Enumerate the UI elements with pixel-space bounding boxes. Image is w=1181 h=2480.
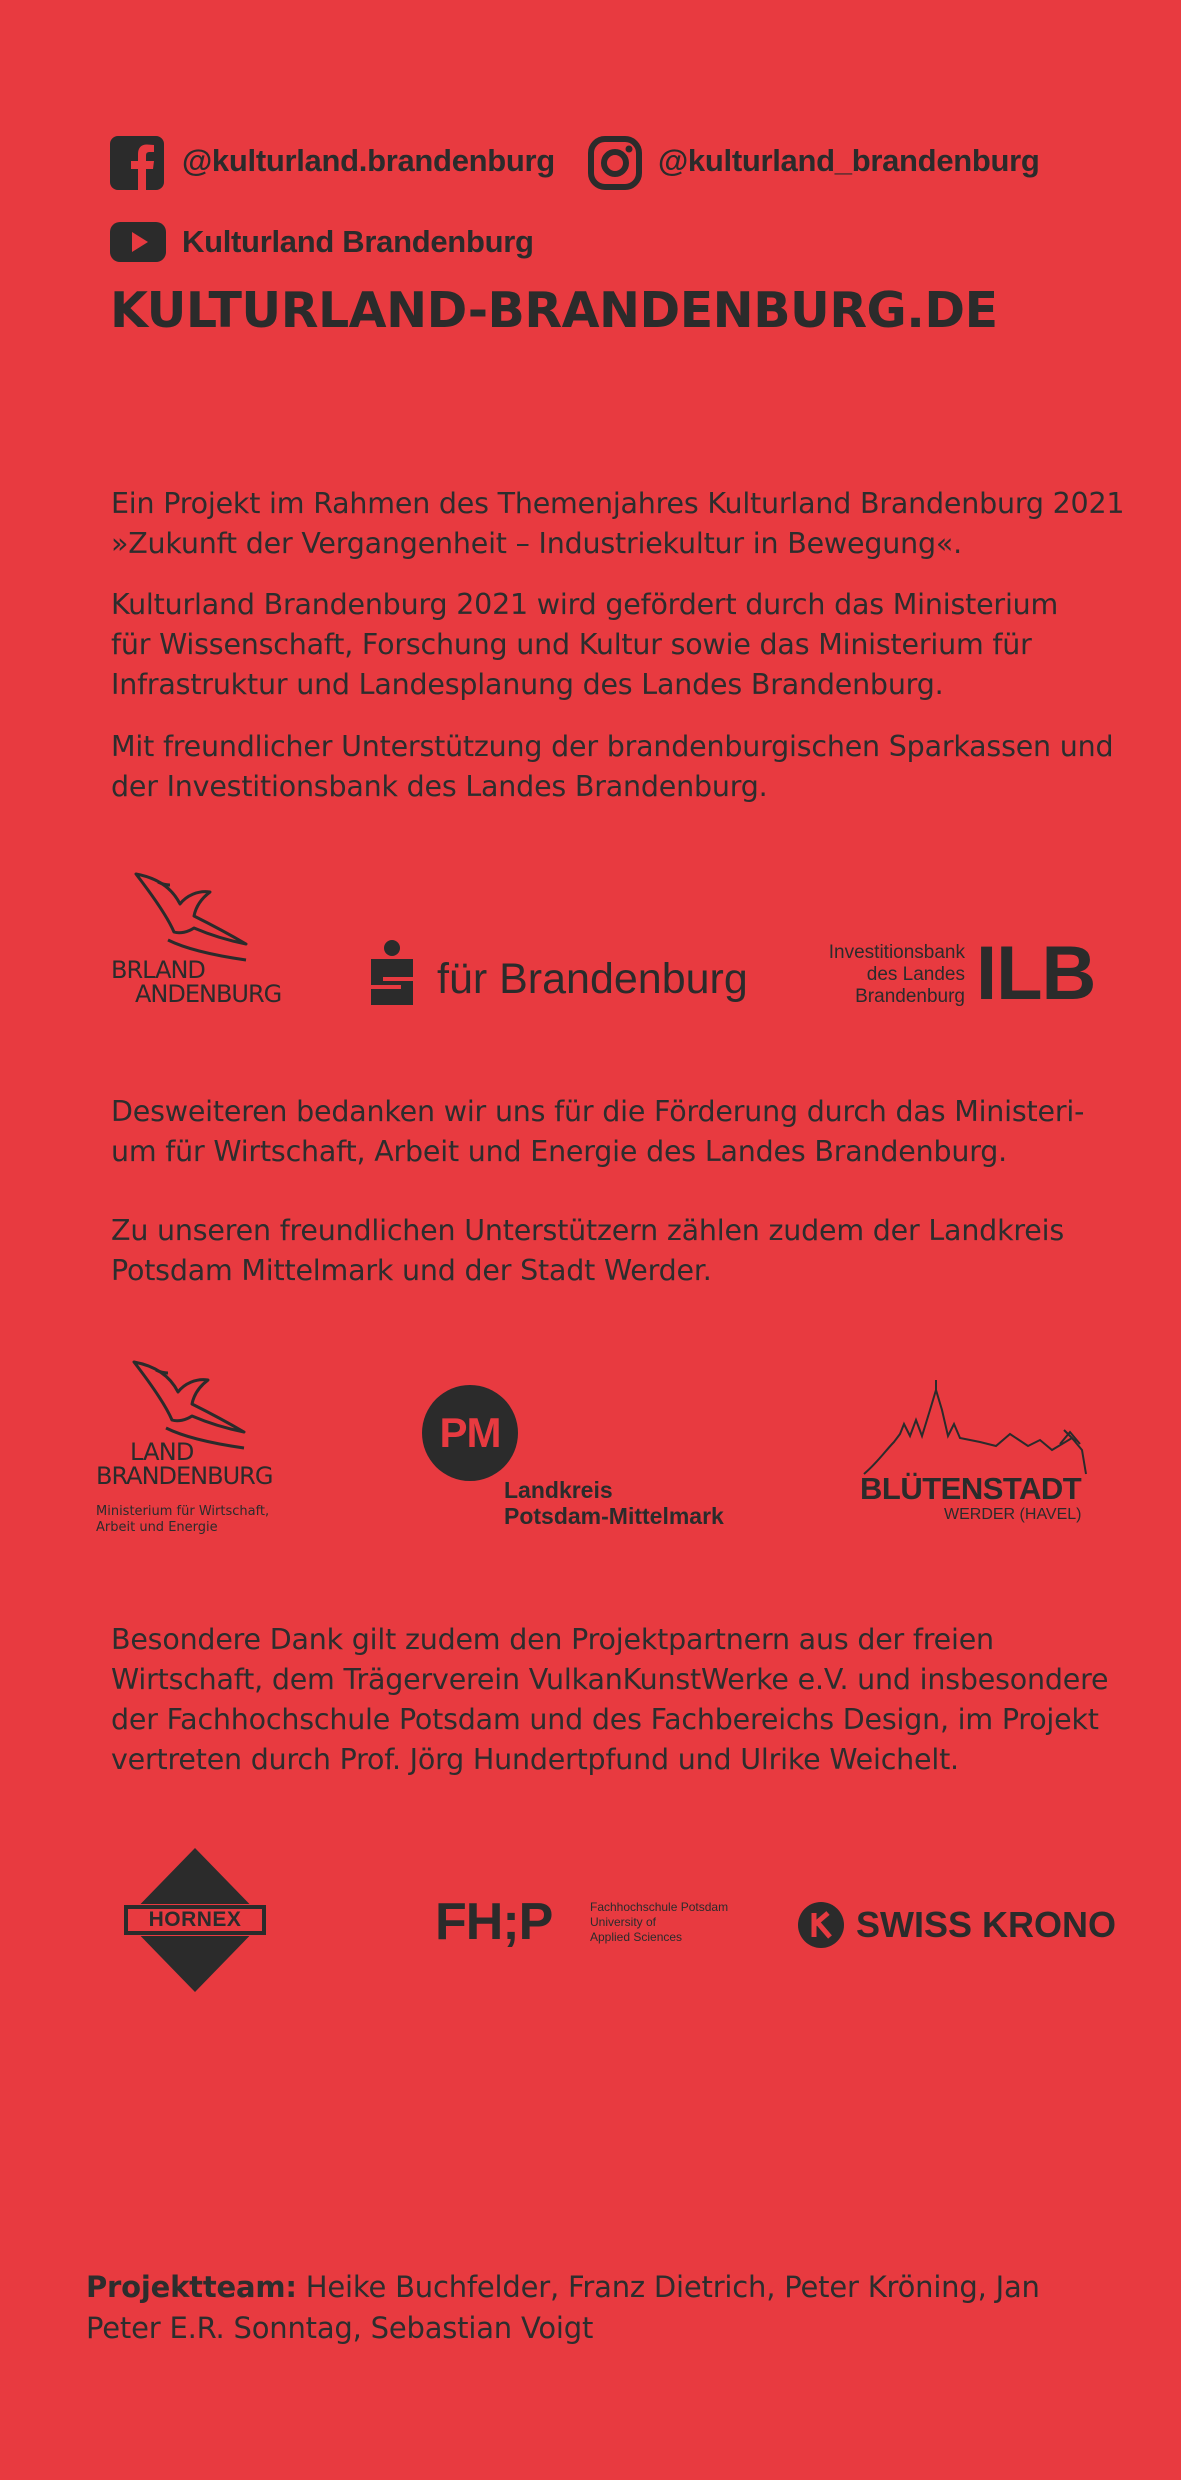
logo-mark: FH;P	[435, 1893, 553, 1951]
logo-subtext: Fachhochschule Potsdam University of Applied Sciences	[590, 1900, 729, 1944]
logo-hornex	[120, 1848, 270, 1992]
paragraph-funding: Kulturland Brandenburg 2021 wird gefördert durch das Ministerium für Wissenschaft, Forschung und Kultur sowie das Ministerium für Infrastruktur und Landesplanung des Landes Brandenburg.	[111, 588, 1059, 701]
logo-text: BLÜTENSTADT	[860, 1471, 1082, 1506]
logo-text: HORNEX	[148, 1908, 242, 1931]
facebook-icon[interactable]	[110, 136, 164, 190]
facebook-handle[interactable]: @kulturland.brandenburg	[182, 143, 555, 178]
logo-text: Investitionsbank des Landes Brandenburg	[828, 942, 965, 1007]
youtube-channel[interactable]: Kulturland Brandenburg	[182, 224, 534, 259]
paragraph-ministry: Desweiteren bedanken wir uns für die Förderung durch das Ministeri- um für Wirtschaft, Arbeit und Energie des Landes Brandenburg.	[111, 1095, 1085, 1168]
logo-text: BRLAND	[111, 956, 205, 984]
logo-land-brandenburg	[108, 870, 288, 1010]
instagram-handle[interactable]: @kulturland_brandenburg	[658, 143, 1040, 178]
paragraph-sparkassen: Mit freundlicher Unterstützung der brandenburgischen Sparkassen und der Investitionsbank des Landes Brandenburg.	[111, 730, 1114, 803]
logo-subtext: WERDER (HAVEL)	[944, 1506, 1082, 1523]
logo-text: SWISS KRONO	[856, 1904, 1117, 1945]
logo-text: BRANDENBURG	[96, 1462, 273, 1490]
logo-text: LAND	[130, 1438, 194, 1466]
team-label: Projektteam:	[86, 2270, 297, 2304]
swisskrono-icon	[798, 1902, 844, 1948]
logo-swiss-krono	[798, 1900, 1118, 1950]
logo-sparkasse	[365, 935, 755, 1015]
eagle-icon	[128, 870, 258, 970]
logo-subtext: Ministerium für Wirtschaft, Arbeit und Energie	[96, 1504, 270, 1535]
skyline-icon	[860, 1380, 1090, 1475]
logo-land-brandenburg-ministry	[96, 1358, 296, 1538]
logo-fh-potsdam	[435, 1894, 765, 1954]
logo-potsdam-mittelmark	[422, 1385, 752, 1535]
logo-text: Landkreis Potsdam-Mittelmark	[504, 1477, 724, 1529]
pm-circle: PM	[422, 1385, 518, 1481]
instagram-icon[interactable]	[588, 136, 642, 190]
project-team	[86, 2267, 1126, 2349]
paragraph-project: Ein Projekt im Rahmen des Themenjahres Kulturland Brandenburg 2021 »Zukunft der Vergangenheit – Industriekultur in Bewegung«.	[111, 487, 1125, 560]
sparkasse-icon	[365, 939, 419, 1005]
youtube-icon[interactable]	[110, 222, 166, 262]
logo-text: ANDENBURG	[135, 980, 282, 1008]
logo-ilb	[828, 931, 1110, 1016]
paragraph-supporters: Zu unseren freundlichen Unterstützern zählen zudem der Landkreis Potsdam Mittelmark und der Stadt Werder.	[111, 1214, 1064, 1287]
paragraph-partners: Besondere Dank gilt zudem den Projektpartnern aus der freien Wirtschaft, dem Trägerverein VulkanKunstWerke e.V. und insbesondere der Fachhochschule Potsdam und des Fachbereichs Design, im Projekt vertreten durch Prof. Jörg Hundertpfund und Ulrike Weichelt.	[111, 1623, 1109, 1776]
logo-bluetenstadt-werder	[860, 1380, 1100, 1530]
team-members: Peter E.R. Sonntag, Sebastian Voigt	[86, 2311, 594, 2345]
team-members: Heike Buchfelder, Franz Dietrich, Peter Kröning, Jan	[296, 2270, 1040, 2304]
logo-mark: ILB	[976, 931, 1096, 1016]
website-url[interactable]: KULTURLAND-BRANDENBURG.DE	[110, 282, 998, 339]
logo-text: für Brandenburg	[437, 955, 748, 1003]
